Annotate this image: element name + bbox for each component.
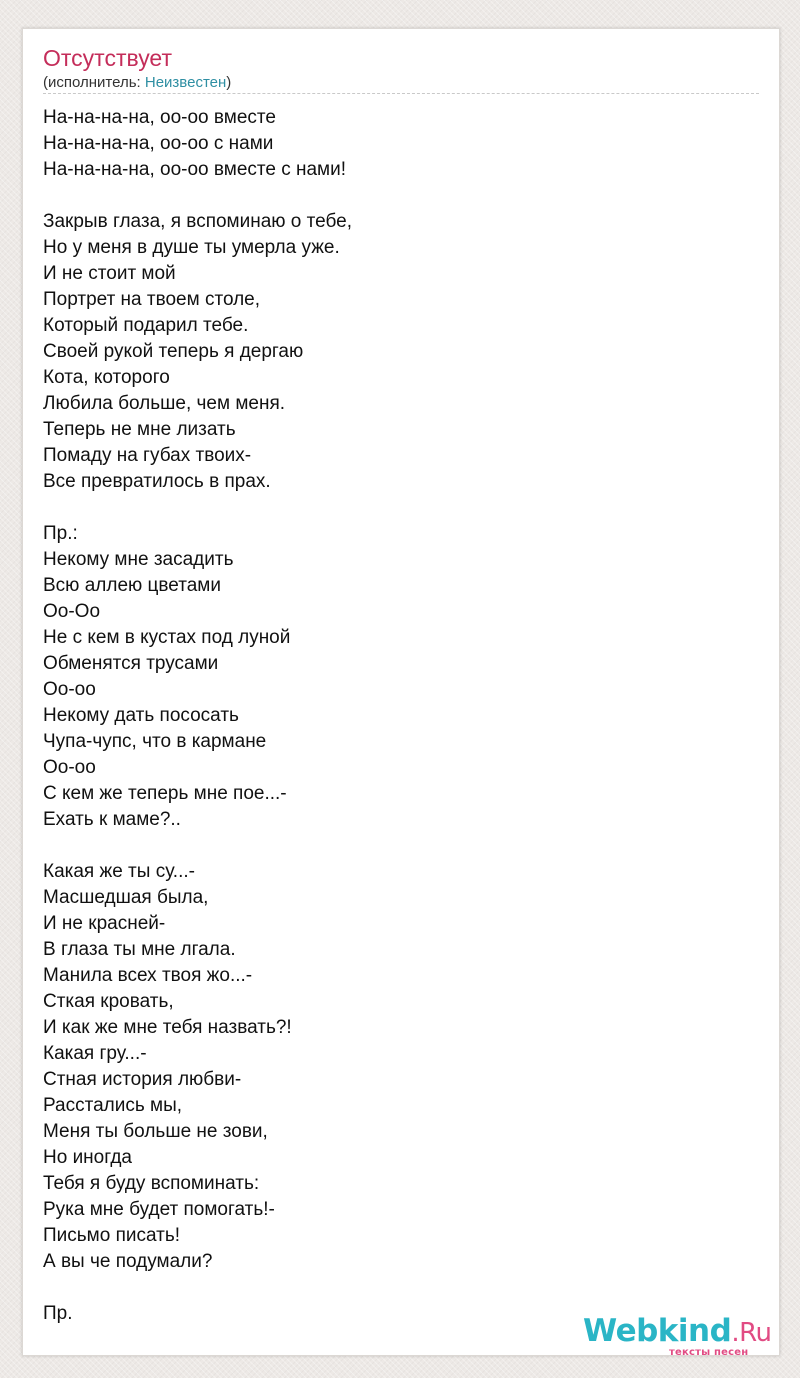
song-title: Отсутствует [43,45,172,71]
lyric-line: На-на-на-на, оо-оо вместе [43,107,276,128]
lyric-line: Оо-оо [43,757,96,778]
lyric-line: С кем же теперь мне пое...- [43,783,287,804]
lyric-line: Помаду на губах твоих- [43,445,252,466]
lyric-line: Масшедшая была, [43,887,209,908]
stanza-break [43,1275,743,1301]
lyric-line: Любила больше, чем меня. [43,393,286,414]
lyric-line: Рука мне будет помогать!- [43,1199,275,1220]
lyric-line: Чупа-чупс, что в кармане [43,731,267,752]
lyric-line: Стная история любви- [43,1069,242,1090]
lyric-line: И не красней- [43,913,166,934]
lyric-line: Оо-оо [43,679,96,700]
lyric-line: Какая гру...- [43,1043,147,1064]
lyric-line: Расстались мы, [43,1095,183,1116]
lyric-line: Теперь не мне лизать [43,419,236,440]
lyric-line: Некому мне засадить [43,549,234,570]
lyric-line: На-на-на-на, оо-оо с нами [43,133,274,154]
lyric-line: На-на-на-на, оо-оо вместе с нами! [43,159,347,180]
lyric-line: Не с кем в кустах под луной [43,627,291,648]
lyric-line: Но иногда [43,1147,132,1168]
lyric-line: Письмо писать! [43,1225,181,1246]
webkind-logo[interactable] [583,1313,779,1359]
logo-name: Webkind [583,1313,732,1349]
lyric-line: Пр.: [43,523,78,544]
lyric-line: Меня ты больше не зови, [43,1121,268,1142]
logo-tagline: тексты песен [669,1347,749,1358]
lyric-line: Обменятся трусами [43,653,219,674]
lyric-line: Некому дать пососать [43,705,239,726]
stanza-break [43,183,743,209]
lyric-line: Портрет на твоем столе, [43,289,261,310]
lyric-line: Своей рукой теперь я дергаю [43,341,304,362]
lyric-line: И не стоит мой [43,263,176,284]
stanza-break [43,495,743,521]
lyric-line: Ехать к маме?.. [43,809,181,830]
artist-link[interactable]: Неизвестен [144,74,227,91]
lyric-line: Но у меня в душе ты умерла уже. [43,237,340,258]
lyrics-card [22,28,780,1356]
lyric-line: Тебя я буду вспоминать: [43,1173,260,1194]
lyric-line: Манила всех твоя жо...- [43,965,253,986]
artist-prefix: (исполнитель: [43,74,145,91]
lyric-line: Все превратилось в прах. [43,471,271,492]
lyric-line: Всю аллею цветами [43,575,221,596]
artist-suffix: ) [226,74,232,91]
lyric-line: Пр. [43,1303,73,1324]
lyrics-text [43,105,743,1327]
logo-tld: .Ru [731,1318,772,1348]
lyric-line: Оо-Оо [43,601,101,622]
artist-line [43,74,231,92]
lyric-line: Сткая кровать, [43,991,174,1012]
lyric-line: Закрыв глаза, я вспоминаю о тебе, [43,211,353,232]
lyric-line: Который подарил тебе. [43,315,249,336]
lyric-line: А вы че подумали? [43,1251,213,1272]
lyric-line: И как же мне тебя назвать?! [43,1017,292,1038]
lyric-line: В глаза ты мне лгала. [43,939,236,960]
lyric-line: Какая же ты су...- [43,861,195,882]
dashed-divider [43,93,759,94]
lyric-line: Кота, которого [43,367,170,388]
logo-wordmark [583,1313,771,1351]
stanza-break [43,833,743,859]
